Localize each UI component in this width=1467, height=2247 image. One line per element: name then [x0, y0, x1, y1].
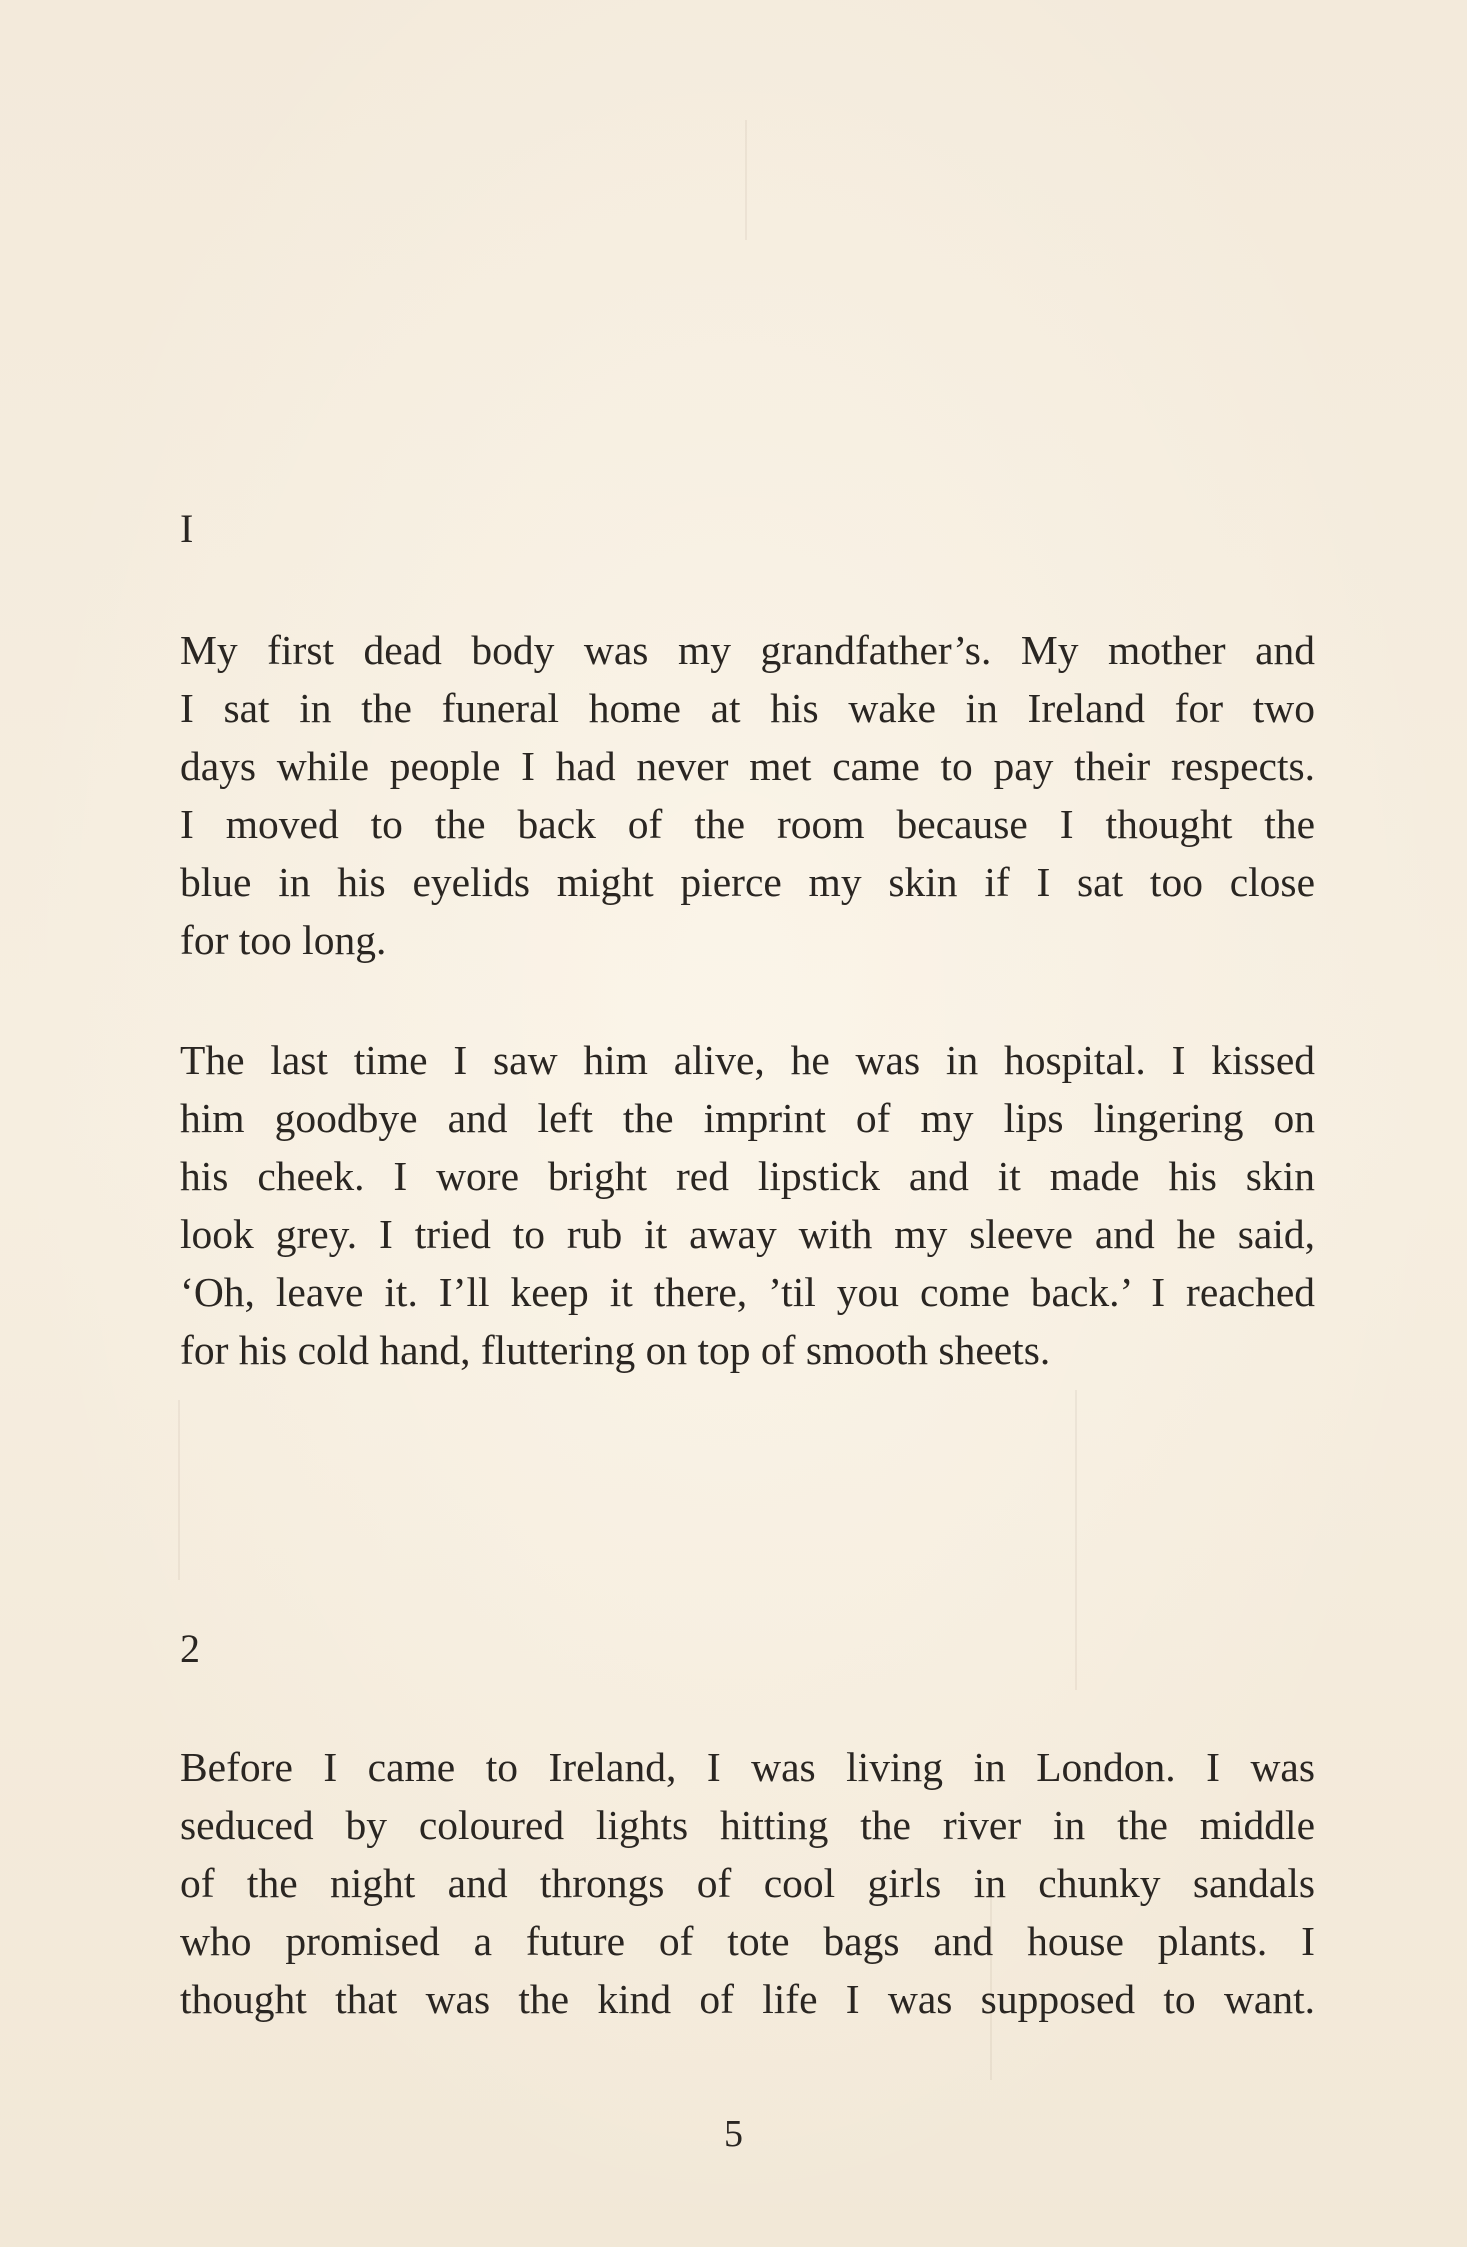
section-heading: I	[180, 506, 195, 551]
text-line: Before I came to Ireland, I was living in London. I was	[180, 1744, 1315, 1790]
text-line: for too long.	[180, 917, 387, 963]
paragraph	[180, 621, 1315, 969]
show-through-mark	[745, 120, 747, 240]
text-line: The last time I saw him alive, he was in hospital. I kissed	[180, 1037, 1315, 1083]
text-line: for his cold hand, fluttering on top of smooth sheets.	[180, 1327, 1051, 1373]
show-through-mark	[1075, 1390, 1077, 1690]
text-line: seduced by coloured lights hitting the river in the middle	[180, 1802, 1315, 1848]
text-line: look grey. I tried to rub it away with my sleeve and he said,	[180, 1211, 1315, 1257]
text-line: days while people I had never met came to pay their respects.	[180, 743, 1315, 789]
text-line: I moved to the back of the room because I thought the	[180, 801, 1315, 847]
paragraph	[180, 1031, 1315, 1379]
section-heading: 2	[180, 1626, 201, 1671]
text-line: ‘Oh, leave it. I’ll keep it there, ’til you come back.’ I reached	[180, 1269, 1315, 1315]
page-number: 5	[724, 2113, 743, 2155]
text-line: My first dead body was my grandfather’s. My mother and	[180, 627, 1315, 673]
text-line: his cheek. I wore bright red lipstick and it made his skin	[180, 1153, 1315, 1199]
text-line: blue in his eyelids might pierce my skin if I sat too close	[180, 859, 1315, 905]
text-line: I sat in the funeral home at his wake in Ireland for two	[180, 685, 1315, 731]
text-line: who promised a future of tote bags and house plants. I	[180, 1918, 1315, 1964]
text-line: of the night and throngs of cool girls in chunky sandals	[180, 1860, 1315, 1906]
text-line: him goodbye and left the imprint of my lips lingering on	[180, 1095, 1315, 1141]
text-line: thought that was the kind of life I was supposed to want.	[180, 1976, 1315, 2022]
paragraph	[180, 1738, 1315, 2028]
show-through-mark	[178, 1400, 180, 1580]
